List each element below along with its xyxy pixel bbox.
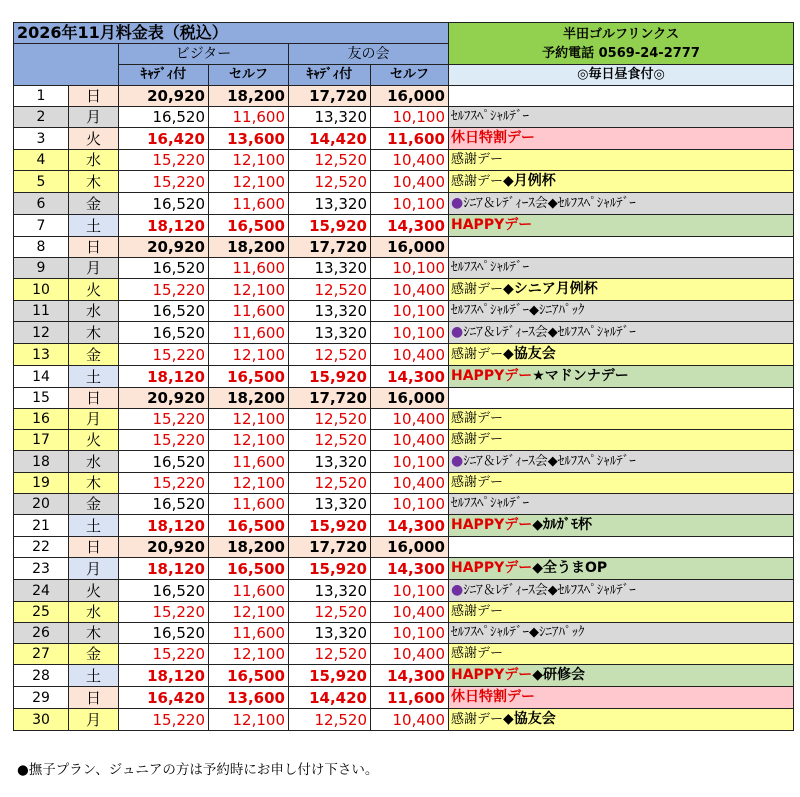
member-self-price: 10,400 (371, 344, 449, 366)
day-number: 8 (14, 237, 69, 258)
event-note (449, 193, 794, 215)
table-row (14, 537, 794, 558)
table-row (14, 107, 794, 128)
event-note-text: ◆月例杯 (503, 173, 556, 189)
visitor-self-price: 11,600 (209, 580, 289, 602)
member-caddie-price: 13,320 (289, 623, 371, 644)
event-note (449, 687, 794, 709)
table-row (14, 366, 794, 388)
weekday: 日 (69, 537, 119, 558)
day-number: 11 (14, 301, 69, 322)
visitor-self-price: 12,100 (209, 344, 289, 366)
weekday: 月 (69, 709, 119, 731)
visitor-self-price: 11,600 (209, 322, 289, 344)
member-self-price: 10,400 (371, 644, 449, 665)
weekday: 日 (69, 237, 119, 258)
event-note (449, 494, 794, 515)
day-number: 16 (14, 409, 69, 430)
day-number: 10 (14, 279, 69, 301)
event-note-text: ◆協友会 (503, 711, 556, 727)
member-caddie-price: 13,320 (289, 301, 371, 322)
table-row (14, 602, 794, 623)
course-name: 半田ゴルフリンクス (562, 26, 680, 42)
member-self-price: 10,100 (371, 193, 449, 215)
member-self-price: 16,000 (371, 537, 449, 558)
visitor-caddie-price: 16,420 (119, 687, 209, 709)
event-note-text: 感謝デー (451, 432, 504, 447)
event-note-text: HAPPYデー (451, 560, 533, 576)
visitor-caddie-header: ｷｬﾃﾞｨ付 (119, 65, 209, 86)
table-row (14, 623, 794, 644)
weekday: 日 (69, 687, 119, 709)
footer-note: ●撫子プラン、ジュニアの方は予約時にお申し付け下さい。 (17, 762, 379, 778)
member-self-price: 10,100 (371, 580, 449, 602)
member-caddie-price: 12,520 (289, 473, 371, 494)
member-self-price: 10,100 (371, 322, 449, 344)
member-caddie-header: ｷｬﾃﾞｨ付 (289, 65, 371, 86)
visitor-self-price: 12,100 (209, 644, 289, 665)
visitor-caddie-price: 15,220 (119, 279, 209, 301)
event-note-text: ◆全うまOP (532, 560, 608, 576)
member-self-price: 10,400 (371, 473, 449, 494)
visitor-self-price: 18,200 (209, 388, 289, 409)
day-number: 9 (14, 258, 69, 279)
event-note-text: HAPPYデー (451, 517, 533, 533)
event-note (449, 451, 794, 473)
member-self-price: 16,000 (371, 237, 449, 258)
member-caddie-price: 13,320 (289, 193, 371, 215)
weekday: 木 (69, 623, 119, 644)
visitor-self-price: 12,100 (209, 409, 289, 430)
weekday: 土 (69, 515, 119, 537)
visitor-caddie-price: 20,920 (119, 86, 209, 107)
visitor-caddie-price: 15,220 (119, 344, 209, 366)
member-caddie-price: 15,920 (289, 558, 371, 580)
member-caddie-price: 15,920 (289, 515, 371, 537)
visitor-self-price: 12,100 (209, 171, 289, 193)
day-number: 29 (14, 687, 69, 709)
member-caddie-price: 12,520 (289, 430, 371, 451)
weekday: 金 (69, 344, 119, 366)
visitor-self-price: 11,600 (209, 451, 289, 473)
event-note-text: 感謝デー (451, 712, 504, 727)
day-number: 12 (14, 322, 69, 344)
visitor-group-header: ビジター (119, 44, 289, 65)
member-caddie-price: 17,720 (289, 537, 371, 558)
visitor-self-price: 16,500 (209, 515, 289, 537)
day-number: 26 (14, 623, 69, 644)
member-self-price: 16,000 (371, 86, 449, 107)
event-note (449, 171, 794, 193)
visitor-self-price: 18,200 (209, 537, 289, 558)
weekday: 水 (69, 150, 119, 171)
member-caddie-price: 14,420 (289, 687, 371, 709)
purple-dot-icon: ● (451, 453, 464, 469)
event-note-text: ◆シニア月例杯 (503, 281, 598, 297)
visitor-caddie-price: 16,520 (119, 322, 209, 344)
weekday: 月 (69, 107, 119, 128)
event-note-text: HAPPYデー (451, 368, 533, 384)
visitor-self-price: 18,200 (209, 237, 289, 258)
weekday: 日 (69, 86, 119, 107)
visitor-caddie-price: 18,120 (119, 665, 209, 687)
event-note-text: HAPPYデー (451, 217, 533, 233)
visitor-self-price: 16,500 (209, 366, 289, 388)
weekday: 木 (69, 322, 119, 344)
weekday: 月 (69, 258, 119, 279)
day-number: 13 (14, 344, 69, 366)
visitor-caddie-price: 16,420 (119, 128, 209, 150)
member-caddie-price: 17,720 (289, 86, 371, 107)
event-note (449, 409, 794, 430)
event-note-text: 感謝デー (451, 347, 504, 362)
member-caddie-price: 12,520 (289, 409, 371, 430)
table-row (14, 237, 794, 258)
day-number: 22 (14, 537, 69, 558)
event-note-text: 感謝デー (451, 174, 504, 189)
table-row (14, 473, 794, 494)
event-note-text: ｾﾙﾌｽﾍﾟｼｬﾙﾃﾞｰ◆ｼﾆｱﾊﾟｯｸ (451, 625, 585, 640)
event-note-text: 感謝デー (451, 604, 504, 619)
member-caddie-price: 15,920 (289, 215, 371, 237)
table-row (14, 515, 794, 537)
day-number: 2 (14, 107, 69, 128)
visitor-caddie-price: 18,120 (119, 515, 209, 537)
event-note-text: 感謝デー (451, 646, 504, 661)
visitor-caddie-price: 16,520 (119, 451, 209, 473)
member-self-price: 10,400 (371, 279, 449, 301)
day-number: 25 (14, 602, 69, 623)
weekday: 金 (69, 193, 119, 215)
day-number: 6 (14, 193, 69, 215)
event-note (449, 301, 794, 322)
visitor-self-price: 13,600 (209, 687, 289, 709)
reservation-phone: 予約電話 0569-24-2777 (542, 45, 700, 61)
weekday: 火 (69, 580, 119, 602)
day-number: 23 (14, 558, 69, 580)
purple-dot-icon: ● (451, 582, 464, 598)
event-note-text: ｾﾙﾌｽﾍﾟｼｬﾙﾃﾞｰ◆ｼﾆｱﾊﾟｯｸ (451, 303, 585, 318)
member-caddie-price: 13,320 (289, 580, 371, 602)
member-caddie-price: 12,520 (289, 279, 371, 301)
header-blank (14, 44, 119, 86)
visitor-caddie-price: 20,920 (119, 537, 209, 558)
day-number: 30 (14, 709, 69, 731)
member-caddie-price: 13,320 (289, 258, 371, 279)
visitor-caddie-price: 15,220 (119, 409, 209, 430)
visitor-caddie-price: 16,520 (119, 258, 209, 279)
table-row (14, 258, 794, 279)
course-info (449, 23, 794, 65)
event-note (449, 322, 794, 344)
weekday: 木 (69, 171, 119, 193)
event-note (449, 558, 794, 580)
table-row (14, 494, 794, 515)
weekday: 水 (69, 451, 119, 473)
member-self-price: 10,100 (371, 258, 449, 279)
table-row (14, 301, 794, 322)
weekday: 日 (69, 388, 119, 409)
member-self-price: 10,400 (371, 171, 449, 193)
member-self-price: 11,600 (371, 687, 449, 709)
member-group-header: 友の会 (289, 44, 449, 65)
day-number: 21 (14, 515, 69, 537)
visitor-caddie-price: 16,520 (119, 301, 209, 322)
event-note-text: 感謝デー (451, 475, 504, 490)
visitor-self-price: 16,500 (209, 558, 289, 580)
day-number: 4 (14, 150, 69, 171)
day-number: 17 (14, 430, 69, 451)
event-note-text: ◆ｶﾙｶﾞﾓ杯 (532, 517, 592, 533)
weekday: 火 (69, 430, 119, 451)
member-caddie-price: 15,920 (289, 366, 371, 388)
visitor-caddie-price: 15,220 (119, 171, 209, 193)
table-row (14, 344, 794, 366)
member-caddie-price: 17,720 (289, 237, 371, 258)
price-table (13, 22, 794, 731)
day-number: 7 (14, 215, 69, 237)
weekday: 水 (69, 301, 119, 322)
visitor-self-price: 18,200 (209, 86, 289, 107)
event-note (449, 580, 794, 602)
member-self-price: 10,100 (371, 301, 449, 322)
visitor-self-price: 11,600 (209, 193, 289, 215)
member-self-price: 10,100 (371, 451, 449, 473)
event-note-text: 休日特割デー (451, 689, 535, 705)
visitor-self-price: 12,100 (209, 602, 289, 623)
table-row (14, 388, 794, 409)
weekday: 金 (69, 644, 119, 665)
weekday: 土 (69, 665, 119, 687)
event-note (449, 366, 794, 388)
table-row (14, 580, 794, 602)
table-row (14, 322, 794, 344)
member-self-price: 10,400 (371, 409, 449, 430)
visitor-self-header: セルフ (209, 65, 289, 86)
member-self-price: 14,300 (371, 515, 449, 537)
price-rows (14, 86, 794, 731)
day-number: 18 (14, 451, 69, 473)
member-self-price: 14,300 (371, 215, 449, 237)
event-note-text: ｼﾆｱ＆ﾚﾃﾞｨｰｽ会◆ｾﾙﾌｽﾍﾟｼｬﾙﾃﾞｰ (463, 196, 636, 211)
visitor-self-price: 12,100 (209, 279, 289, 301)
day-number: 3 (14, 128, 69, 150)
event-note (449, 344, 794, 366)
event-note (449, 258, 794, 279)
visitor-self-price: 12,100 (209, 430, 289, 451)
table-row (14, 665, 794, 687)
event-note (449, 388, 794, 409)
member-caddie-price: 12,520 (289, 344, 371, 366)
visitor-caddie-price: 16,520 (119, 107, 209, 128)
visitor-caddie-price: 18,120 (119, 215, 209, 237)
table-row (14, 171, 794, 193)
day-number: 5 (14, 171, 69, 193)
weekday: 木 (69, 473, 119, 494)
event-note (449, 709, 794, 731)
visitor-self-price: 13,600 (209, 128, 289, 150)
event-note (449, 515, 794, 537)
event-note (449, 128, 794, 150)
visitor-self-price: 12,100 (209, 709, 289, 731)
member-caddie-price: 12,520 (289, 150, 371, 171)
event-note-text: ◆協友会 (503, 346, 556, 362)
visitor-caddie-price: 16,520 (119, 193, 209, 215)
table-row (14, 279, 794, 301)
weekday: 火 (69, 128, 119, 150)
member-self-price: 10,400 (371, 430, 449, 451)
day-number: 14 (14, 366, 69, 388)
member-caddie-price: 12,520 (289, 171, 371, 193)
event-note-text: 休日特割デー (451, 130, 535, 146)
member-caddie-price: 17,720 (289, 388, 371, 409)
weekday: 火 (69, 279, 119, 301)
weekday: 月 (69, 409, 119, 430)
member-caddie-price: 14,420 (289, 128, 371, 150)
visitor-caddie-price: 15,220 (119, 430, 209, 451)
member-self-price: 11,600 (371, 128, 449, 150)
weekday: 土 (69, 366, 119, 388)
price-table-wrapper (13, 22, 794, 731)
day-number: 15 (14, 388, 69, 409)
member-self-price: 10,100 (371, 623, 449, 644)
table-row (14, 451, 794, 473)
member-self-price: 14,300 (371, 558, 449, 580)
day-number: 28 (14, 665, 69, 687)
visitor-caddie-price: 15,220 (119, 150, 209, 171)
weekday: 水 (69, 602, 119, 623)
table-row (14, 86, 794, 107)
member-self-price: 10,400 (371, 150, 449, 171)
event-note-text: ◆研修会 (532, 667, 585, 683)
event-note (449, 602, 794, 623)
event-note-text: 感謝デー (451, 411, 504, 426)
event-note-text: ｼﾆｱ＆ﾚﾃﾞｨｰｽ会◆ｾﾙﾌｽﾍﾟｼｬﾙﾃﾞｰ (463, 583, 636, 598)
member-caddie-price: 13,320 (289, 107, 371, 128)
member-self-price: 10,400 (371, 602, 449, 623)
event-note-text: ｾﾙﾌｽﾍﾟｼｬﾙﾃﾞｰ (451, 496, 529, 511)
member-self-header: セルフ (371, 65, 449, 86)
event-note-text: ｾﾙﾌｽﾍﾟｼｬﾙﾃﾞｰ (451, 109, 529, 124)
event-note-text: ｼﾆｱ＆ﾚﾃﾞｨｰｽ会◆ｾﾙﾌｽﾍﾟｼｬﾙﾃﾞｰ (463, 325, 636, 340)
table-row (14, 193, 794, 215)
member-self-price: 14,300 (371, 665, 449, 687)
event-note (449, 107, 794, 128)
visitor-caddie-price: 18,120 (119, 558, 209, 580)
visitor-caddie-price: 15,220 (119, 709, 209, 731)
purple-dot-icon: ● (451, 324, 464, 340)
visitor-caddie-price: 15,220 (119, 644, 209, 665)
event-note (449, 473, 794, 494)
day-number: 24 (14, 580, 69, 602)
event-note (449, 150, 794, 171)
visitor-caddie-price: 16,520 (119, 494, 209, 515)
member-caddie-price: 13,320 (289, 494, 371, 515)
visitor-caddie-price: 15,220 (119, 602, 209, 623)
purple-dot-icon: ● (451, 195, 464, 211)
table-row (14, 215, 794, 237)
visitor-caddie-price: 16,520 (119, 580, 209, 602)
event-note (449, 665, 794, 687)
visitor-caddie-price: 18,120 (119, 366, 209, 388)
event-note (449, 644, 794, 665)
event-note-text: ｼﾆｱ＆ﾚﾃﾞｨｰｽ会◆ｾﾙﾌｽﾍﾟｼｬﾙﾃﾞｰ (463, 454, 636, 469)
member-caddie-price: 15,920 (289, 665, 371, 687)
event-note-text: ｾﾙﾌｽﾍﾟｼｬﾙﾃﾞｰ (451, 260, 529, 275)
table-row (14, 644, 794, 665)
table-row (14, 558, 794, 580)
weekday: 月 (69, 558, 119, 580)
day-number: 27 (14, 644, 69, 665)
event-note (449, 623, 794, 644)
member-caddie-price: 13,320 (289, 451, 371, 473)
table-row (14, 409, 794, 430)
event-note-text: 感謝デー (451, 152, 504, 167)
member-self-price: 10,100 (371, 107, 449, 128)
event-note (449, 237, 794, 258)
event-note (449, 215, 794, 237)
visitor-caddie-price: 16,520 (119, 623, 209, 644)
visitor-self-price: 16,500 (209, 665, 289, 687)
table-row (14, 709, 794, 731)
visitor-self-price: 11,600 (209, 107, 289, 128)
weekday: 土 (69, 215, 119, 237)
visitor-self-price: 12,100 (209, 473, 289, 494)
member-caddie-price: 13,320 (289, 322, 371, 344)
event-note (449, 537, 794, 558)
member-caddie-price: 12,520 (289, 602, 371, 623)
table-row (14, 430, 794, 451)
weekday: 金 (69, 494, 119, 515)
member-self-price: 14,300 (371, 366, 449, 388)
page-title: 2026年11月料金表（税込） (14, 23, 449, 44)
visitor-self-price: 11,600 (209, 623, 289, 644)
member-caddie-price: 12,520 (289, 709, 371, 731)
day-number: 19 (14, 473, 69, 494)
member-self-price: 16,000 (371, 388, 449, 409)
visitor-self-price: 16,500 (209, 215, 289, 237)
event-note (449, 86, 794, 107)
visitor-caddie-price: 15,220 (119, 473, 209, 494)
member-self-price: 10,400 (371, 709, 449, 731)
event-note-text: ★マドンナデー (532, 368, 629, 384)
visitor-caddie-price: 20,920 (119, 237, 209, 258)
visitor-self-price: 11,600 (209, 258, 289, 279)
meal-notice: ◎毎日昼食付◎ (449, 65, 794, 86)
table-row (14, 128, 794, 150)
member-caddie-price: 12,520 (289, 644, 371, 665)
visitor-self-price: 12,100 (209, 150, 289, 171)
day-number: 1 (14, 86, 69, 107)
visitor-self-price: 11,600 (209, 301, 289, 322)
member-self-price: 10,100 (371, 494, 449, 515)
event-note (449, 279, 794, 301)
event-note-text: 感謝デー (451, 282, 504, 297)
visitor-self-price: 11,600 (209, 494, 289, 515)
table-row (14, 150, 794, 171)
event-note (449, 430, 794, 451)
day-number: 20 (14, 494, 69, 515)
visitor-caddie-price: 20,920 (119, 388, 209, 409)
event-note-text: HAPPYデー (451, 667, 533, 683)
table-row (14, 687, 794, 709)
